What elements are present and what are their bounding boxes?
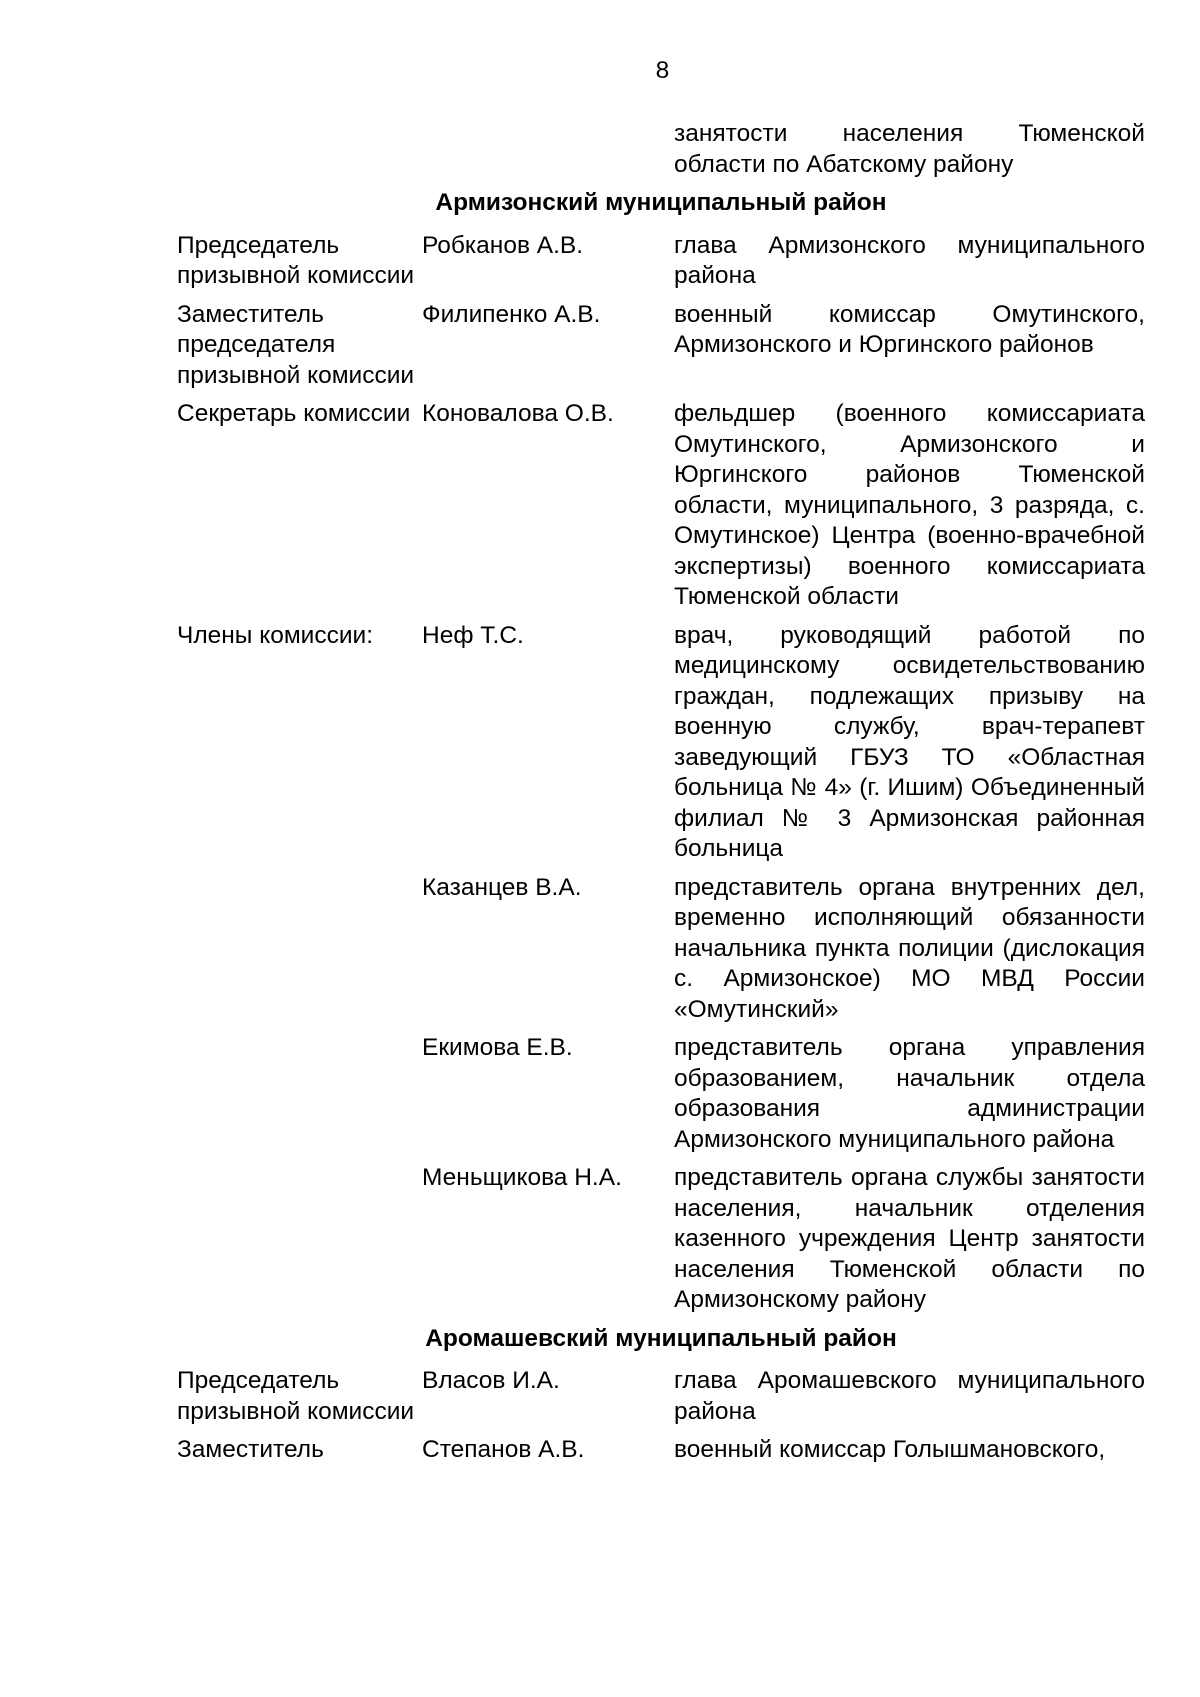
entry-row	[177, 873, 1145, 1026]
section-heading-armizon	[177, 188, 1145, 219]
entry-row	[177, 621, 1145, 865]
commission-list	[177, 119, 1145, 1474]
description-cell: врач, руководящий работой по медицинскому освидетельствованию граждан, подлежащих призыву на военную службу, врач-терапевт заведующий ГБУЗ ТО «Областная больница № 4» (г. Ишим) Объединенный филиал № 3 Армизонская районная больница	[674, 621, 1145, 862]
role-cell: Члены комиссии:	[177, 621, 374, 649]
entry-row	[177, 1163, 1145, 1316]
name-cell: Степанов А.В.	[422, 1436, 585, 1463]
entry-row	[177, 1033, 1145, 1155]
description-cell: военный комиссар Голышмановского,	[674, 1436, 1106, 1463]
role-cell: Заместитель	[177, 1436, 324, 1463]
name-cell: Робканов А.В.	[422, 231, 584, 259]
description-cell: занятости населения Тюменской области по Абатскому району	[674, 120, 1145, 178]
role-cell: Председатель призывной комиссии	[177, 231, 415, 289]
description-cell: представитель органа управления образованием, начальник отдела образования администрации Армизонского муниципального района	[674, 1034, 1145, 1153]
name-cell: Казанцев В.А.	[422, 873, 582, 901]
page-number	[0, 56, 1200, 87]
role-cell: Заместитель председателя призывной комиссии	[177, 300, 415, 389]
continuation-row	[177, 119, 1145, 180]
entry-row	[177, 1366, 1145, 1427]
role-cell: Секретарь комиссии	[177, 400, 411, 427]
role-cell: Председатель призывной комиссии	[177, 1367, 415, 1425]
name-cell: Неф Т.С.	[422, 621, 524, 649]
description-cell: военный комиссар Омутинского, Армизонского и Юргинского районов	[674, 300, 1145, 358]
name-cell: Екимова Е.В.	[422, 1034, 573, 1061]
name-cell: Филипенко А.В.	[422, 300, 601, 328]
name-cell: Меньщикова Н.А.	[422, 1164, 622, 1191]
entry-row	[177, 399, 1145, 613]
name-cell: Коновалова О.В.	[422, 400, 614, 427]
description-cell: глава Армизонского муниципального района	[674, 231, 1145, 289]
entry-row	[177, 231, 1145, 292]
section-heading-text: Аромашевский муниципальный район	[425, 1324, 897, 1352]
section-heading-text: Армизонский муниципальный район	[435, 189, 887, 216]
entry-row	[177, 1435, 1145, 1466]
section-heading-aromashevo	[177, 1324, 1145, 1355]
description-cell: представитель органа службы занятости населения, начальник отделения казенного учреждения Центр занятости населения Тюменской области по Армизонскому району	[674, 1164, 1145, 1313]
entry-row	[177, 300, 1145, 392]
description-cell: глава Аромашевского муниципального района	[674, 1367, 1145, 1425]
name-cell: Власов И.А.	[422, 1367, 560, 1394]
description-cell: представитель органа внутренних дел, временно исполняющий обязанности начальника пункта полиции (дислокация с. Армизонское) МО МВД России «Омутинский»	[674, 873, 1145, 1023]
page-number-text: 8	[655, 57, 670, 84]
description-cell: фельдшер (военного комиссариата Омутинского, Армизонского и Юргинского районов Тюменской области, муниципального, 3 разряда, с. Омутинское) Центра (военно-врачебной экспертизы) военного комиссариата Тюменской области	[674, 400, 1145, 610]
